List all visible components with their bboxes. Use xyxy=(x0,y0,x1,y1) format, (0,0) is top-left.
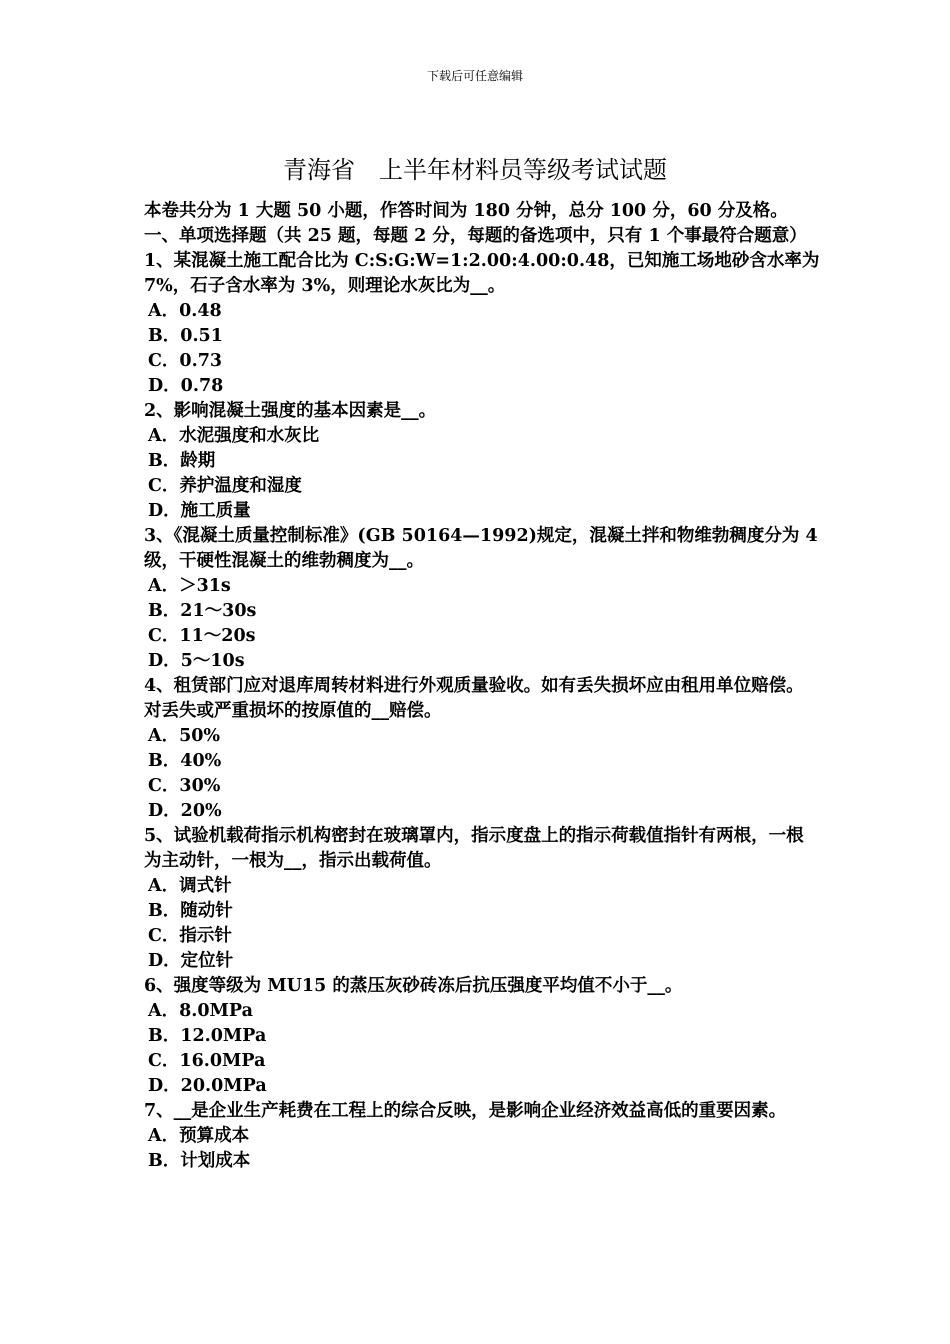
answer-option: D．20% xyxy=(148,801,222,821)
question-stem: 3、《混凝土质量控制标准》(GB 50164—1992)规定，混凝土拌和物维勃稠度分为 4 级，干硬性混凝土的维勃稠度为__。 xyxy=(144,526,818,571)
answer-option: D．施工质量 xyxy=(148,501,251,521)
question-2 xyxy=(144,399,820,524)
document-body xyxy=(144,199,820,1174)
answer-options xyxy=(144,1124,820,1174)
answer-option: B．计划成本 xyxy=(148,1151,251,1171)
section-heading: 一、单项选择题（共 25 题，每题 2 分，每题的备选项中，只有 1 个事最符合题意） xyxy=(144,226,807,246)
answer-options xyxy=(144,299,820,399)
answer-options xyxy=(144,999,820,1099)
question-stem: 6、强度等级为 MU15 的蒸压灰砂砖冻后抗压强度平均值不小于__。 xyxy=(144,976,683,996)
answer-option: D．0.78 xyxy=(148,376,224,396)
document-title: 青海省 上半年材料员等级考试试题 xyxy=(283,156,667,184)
answer-option: A．50% xyxy=(148,726,221,746)
question-stem: 2、影响混凝土强度的基本因素是__。 xyxy=(144,401,437,421)
answer-option: B．0.51 xyxy=(148,326,223,346)
answer-options xyxy=(144,574,820,674)
exam-intro: 本卷共分为 1 大题 50 小题，作答时间为 180 分钟，总分 100 分，60 分及格。 xyxy=(144,201,788,221)
answer-option: B．龄期 xyxy=(148,451,216,471)
question-list xyxy=(144,249,820,1174)
question-3 xyxy=(144,524,820,674)
answer-option: D．定位针 xyxy=(148,951,234,971)
question-4 xyxy=(144,674,820,824)
answer-option: A．0.48 xyxy=(148,301,222,321)
page-header: 下载后可任意编辑 xyxy=(426,69,523,83)
answer-option: A．水泥强度和水灰比 xyxy=(148,426,320,446)
answer-option: D．5～10s xyxy=(148,651,245,671)
answer-option: C．16.0MPa xyxy=(148,1051,266,1071)
question-5 xyxy=(144,824,820,974)
question-7 xyxy=(144,1099,820,1174)
answer-option: B．随动针 xyxy=(148,901,233,921)
answer-option: A．预算成本 xyxy=(148,1126,250,1146)
answer-option: C．指示针 xyxy=(148,926,232,946)
question-stem: 7、__是企业生产耗费在工程上的综合反映，是影响企业经济效益高低的重要因素。 xyxy=(144,1101,787,1121)
answer-option: B．40% xyxy=(148,751,222,771)
question-6 xyxy=(144,974,820,1099)
answer-option: C．0.73 xyxy=(148,351,223,371)
answer-option: A．调式针 xyxy=(148,876,232,896)
answer-option: A．8.0MPa xyxy=(148,1001,253,1021)
answer-options xyxy=(144,724,820,824)
question-stem: 5、试验机载荷指示机构密封在玻璃罩内，指示度盘上的指示荷载值指针有两根，一根为主动针，一根为__，指示出载荷值。 xyxy=(144,826,804,871)
answer-option: C．养护温度和湿度 xyxy=(148,476,302,496)
answer-options xyxy=(144,874,820,974)
answer-options xyxy=(144,424,820,524)
answer-option: A．＞31s xyxy=(148,576,231,596)
answer-option: C．11～20s xyxy=(148,626,256,646)
answer-option: D．20.0MPa xyxy=(148,1076,267,1096)
answer-option: B．21～30s xyxy=(148,601,257,621)
question-stem: 4、租赁部门应对退库周转材料进行外观质量验收。如有丢失损坏应由租用单位赔偿。对丢失或严重损坏的按原值的__赔偿。 xyxy=(144,676,804,721)
answer-option: B．12.0MPa xyxy=(148,1026,267,1046)
answer-option: C．30% xyxy=(148,776,221,796)
question-1 xyxy=(144,249,820,399)
question-stem: 1、某混凝土施工配合比为 C:S:G:W=1:2.00:4.00:0.48，已知施工场地砂含水率为 7%，石子含水率为 3%，则理论水灰比为__。 xyxy=(144,251,820,296)
